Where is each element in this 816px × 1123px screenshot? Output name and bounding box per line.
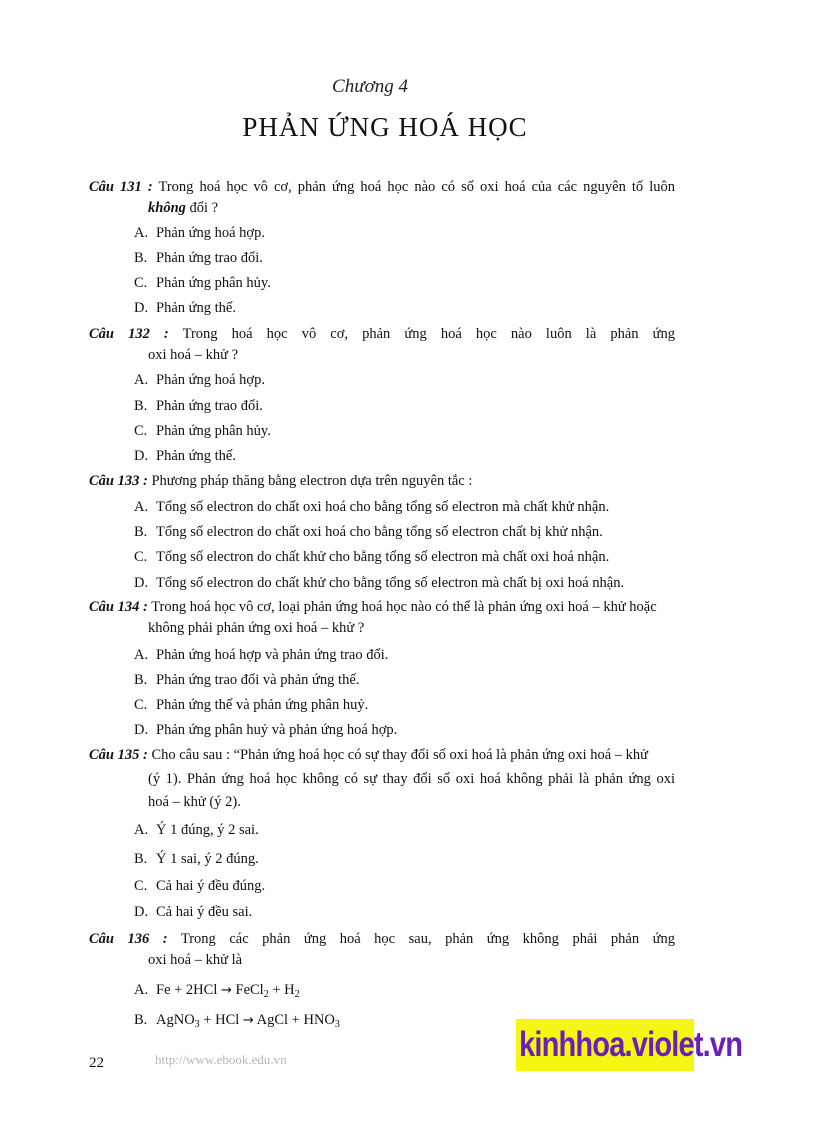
question-label: Câu 134 : [89,599,148,615]
chapter-title: PHẢN ỨNG HOÁ HỌC [242,112,528,142]
option-key: D. [134,575,149,591]
equation-part: AgNO [156,1012,195,1028]
subscript: 3 [334,1019,340,1030]
question-text: Trong hoá học vô cơ, phản ứng hoá học nào luôn là phản ứng [182,326,675,342]
option-text: Phản ứng phân hủy. [156,423,271,439]
equation-part: Fe + 2HCl [156,982,221,998]
question-135-stem-cont2: hoá – khử (ý 2). [148,794,241,810]
option-text: Ý 1 đúng, ý 2 sai. [156,822,259,838]
question-136-stem [89,929,675,950]
option-key: B. [134,1012,148,1028]
option-b [134,248,263,268]
question-label: Câu 135 : [89,747,148,763]
option-d [134,298,236,318]
question-label: Câu 132 : [89,326,169,342]
option-d [134,720,397,740]
option-text: Cả hai ý đều sai. [156,904,253,920]
option-key: B. [134,524,148,540]
question-text: Trong hoá học vô cơ, loại phản ứng hoá học nào có thể là phản ứng oxi hoá – khử hoặc [151,599,657,615]
question-136-stem-cont: oxi hoá – khử là [148,952,243,968]
emphasis-word: không [148,200,186,216]
option-text: Phản ứng hoá hợp. [156,225,265,241]
arrow-icon: → [220,983,232,998]
question-134-stem [89,597,675,618]
site-logo [516,1019,743,1071]
option-key: A. [134,372,149,388]
question-132-stem-cont: oxi hoá – khử ? [148,347,239,363]
equation [156,1012,340,1028]
question-text: Trong hoá học vô cơ, phản ứng hoá học nào có số oxi hoá của các nguyên tố luôn [158,179,675,195]
option-text: Cả hai ý đều đúng. [156,878,266,894]
equation-part: AgCl + HNO [253,1012,335,1028]
question-134-stem-cont: không phải phản ứng oxi hoá – khử ? [148,620,365,636]
option-text: Tổng số electron do chất khử cho bằng tổng số electron mà chất oxi hoá nhận. [156,549,610,565]
option-key: A. [134,499,149,515]
option-b [134,670,359,690]
question-text: Cho câu sau : “Phản ứng hoá học có sự thay đổi số oxi hoá là phản ứng oxi hoá – khử [151,747,649,763]
option-key: A. [134,647,149,663]
option-c [134,421,271,441]
option-a [134,820,259,840]
option-key: C. [134,275,148,291]
option-b [134,522,603,542]
equation-part: FeCl [231,982,264,998]
option-key: D. [134,448,149,464]
subscript: 2 [294,989,300,1000]
equation [156,982,300,998]
option-c [134,273,271,293]
option-key: B. [134,672,148,688]
option-a [134,980,300,1005]
option-text: Phản ứng phân hủy. [156,275,271,291]
option-text: Phản ứng thế. [156,300,236,316]
footer-url[interactable]: http://www.ebook.edu.vn [155,1052,287,1067]
equation-part: + HCl [199,1012,243,1028]
option-key: B. [134,398,148,414]
option-d [134,573,624,593]
page-number: 22 [89,1055,104,1071]
option-text: Tổng số electron do chất khử cho bằng tổng số electron mà chất bị oxi hoá nhận. [156,575,625,591]
option-a [134,645,388,665]
option-key: A. [134,822,149,838]
option-key: C. [134,878,148,894]
option-b [134,849,259,869]
option-c [134,547,609,567]
option-key: C. [134,549,148,565]
option-text: Phản ứng trao đổi. [156,398,263,414]
option-text: Ý 1 sai, ý 2 đúng. [156,851,259,867]
option-d [134,902,252,922]
logo-text: kinhhoa.violet.vn [519,1025,743,1064]
option-key: D. [134,722,149,738]
question-133-stem [89,471,675,492]
chapter-heading: Chương 4 [332,76,408,97]
option-key: B. [134,851,148,867]
question-label: Câu 136 : [89,931,168,947]
option-text: Tổng số electron do chất oxi hoá cho bằng tổng số electron mà chất khử nhận. [156,499,610,515]
option-d [134,446,236,466]
option-c [134,695,368,715]
option-a [134,370,265,390]
option-text: Phản ứng phân huỷ và phản ứng hoá hợp. [156,722,398,738]
option-text: Phản ứng trao đổi và phản ứng thế. [156,672,360,688]
question-text: đổi ? [185,200,219,216]
question-text: Phương pháp thăng bằng electron dựa trên nguyên tắc : [151,473,473,489]
option-key: C. [134,423,148,439]
option-text: Tổng số electron do chất oxi hoá cho bằng tổng số electron chất bị khử nhận. [156,524,603,540]
option-key: C. [134,697,148,713]
option-a [134,497,609,517]
question-135-stem-cont: (ý 1). Phản ứng hoá học không có sự thay đổi số oxi hoá không phải là phản ứng oxi [148,771,675,787]
option-key: D. [134,904,149,920]
arrow-icon: → [242,1013,254,1028]
option-text: Phản ứng hoá hợp và phản ứng trao đổi. [156,647,389,663]
option-text: Phản ứng hoá hợp. [156,372,265,388]
option-c [134,876,265,896]
option-text: Phản ứng thế và phản ứng phân huỷ. [156,697,369,713]
option-key: A. [134,982,149,998]
option-text: Phản ứng thế. [156,448,236,464]
question-132-stem [89,324,675,345]
question-label: Câu 131 : [89,179,153,195]
option-key: A. [134,225,149,241]
question-131-stem [89,177,675,198]
subscript: 3 [194,1019,200,1030]
question-text: Trong các phản ứng hoá học sau, phản ứng không phải phản ứng [180,931,675,947]
question-label: Câu 133 : [89,473,148,489]
option-text: Phản ứng trao đổi. [156,250,263,266]
option-a [134,223,265,243]
question-131-stem-cont [148,198,675,219]
option-key: B. [134,250,148,266]
option-key: D. [134,300,149,316]
subscript: 2 [263,989,269,1000]
equation-part: + H [268,982,295,998]
question-135-stem [89,745,675,766]
option-b [134,396,263,416]
option-b [134,1010,340,1035]
